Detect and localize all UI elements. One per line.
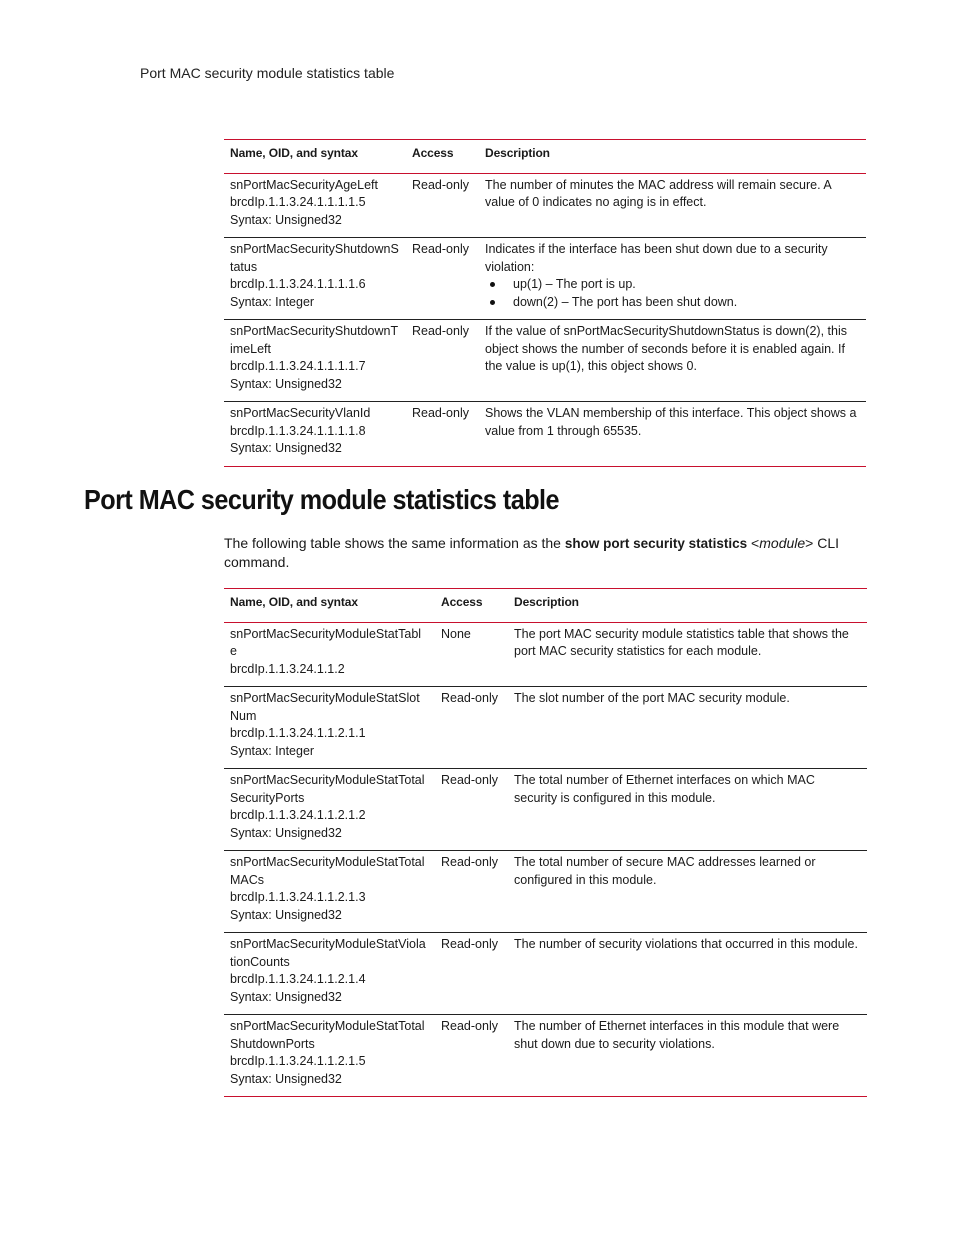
column-header-access: Access [435,589,508,623]
cell-description: The number of security violations that occurred in this module. [508,933,867,1015]
cell-access: Read-only [406,238,479,320]
object-name: snPortMacSecurityModuleStatTotal [230,855,425,869]
intro-text: The following table shows the same information as the [224,535,565,551]
object-oid: brcdIp.1.1.3.24.1.1.1.1.8 [230,423,366,438]
column-header-access: Access [406,140,479,174]
object-oid: brcdIp.1.1.3.24.1.1.2.1.5 [230,1054,366,1068]
object-name-continued: Num [230,708,257,723]
list-item: down(2) – The port has been shut down. [485,294,860,312]
cell-name-oid-syntax [224,1015,435,1097]
table-row [224,687,867,769]
object-name: snPortMacSecurityModuleStatTotal [230,773,425,787]
object-name-continued: tionCounts [230,954,290,969]
object-syntax: Syntax: Unsigned32 [230,441,342,455]
object-oid: brcdIp.1.1.3.24.1.1.1.1.5 [230,195,366,209]
table-header-row [224,140,866,174]
object-name: snPortMacSecurityShutdownT [230,324,399,338]
cell-name-oid-syntax [224,769,435,851]
arg-open: < [747,535,760,551]
object-name-continued: tatus [230,259,258,274]
column-header-description: Description [508,589,867,623]
cell-name-oid-syntax [224,933,435,1015]
table-header-row [224,589,867,623]
object-name-continued: imeLeft [230,341,271,356]
statistics-table-2 [224,588,867,1097]
object-name: snPortMacSecurityModuleStatTabl [230,626,422,641]
cell-access: Read-only [406,320,479,402]
object-syntax: Syntax: Unsigned32 [230,376,342,391]
object-name-continued: SecurityPorts [230,790,305,805]
object-syntax: Syntax: Unsigned32 [230,1071,342,1086]
cli-command: show port security statistics [564,536,748,551]
cell-name-oid-syntax [224,173,406,238]
object-oid: brcdIp.1.1.3.24.1.1.2.1.2 [230,808,366,822]
object-syntax: Syntax: Integer [230,294,315,309]
statistics-table-1 [224,139,866,467]
running-header: Port MAC security module statistics table [140,65,395,81]
cell-description: If the value of snPortMacSecurityShutdownStatus is down(2), this object shows the number of seconds before it is enabled again. If the value is up(1), this object shows 0. [479,320,866,402]
table-row [224,769,867,851]
intro-text-end: CLI command. [224,535,840,570]
object-oid: brcdIp.1.1.3.24.1.1.2 [230,661,345,676]
section-title: Port MAC security module statistics table [84,484,559,515]
cell-name-oid-syntax [224,687,435,769]
column-header-name: Name, OID, and syntax [224,140,406,174]
cell-description: The total number of Ethernet interfaces on which MAC security is configured in this module. [508,769,867,851]
cell-name-oid-syntax [224,402,406,467]
cell-description: The number of Ethernet interfaces in this module that were shut down due to security violations. [508,1015,867,1097]
description-text: Indicates if the interface has been shut down due to a security violation: [485,242,828,274]
table-row [224,1015,867,1097]
object-name: snPortMacSecurityModuleStatSlot [230,691,420,705]
cell-access: Read-only [406,402,479,467]
object-name: snPortMacSecurityAgeLeft [230,177,378,192]
cell-access: Read-only [435,1015,508,1097]
cell-access: Read-only [435,933,508,1015]
table-row [224,173,866,238]
column-header-description: Description [479,140,866,174]
table-row [224,402,866,467]
object-name-continued: ShutdownPorts [230,1036,315,1051]
value-list [485,276,860,311]
column-header-name: Name, OID, and syntax [224,589,435,623]
object-syntax: Syntax: Unsigned32 [230,212,342,227]
cell-name-oid-syntax [224,238,406,320]
table-row [224,622,867,687]
table-row [224,851,867,933]
table-row [224,933,867,1015]
object-oid: brcdIp.1.1.3.24.1.1.2.1.4 [230,972,366,986]
object-syntax: Syntax: Integer [230,743,315,758]
object-name: snPortMacSecurityVlanId [230,406,371,420]
cell-description: The port MAC security module statistics table that shows the port MAC security statistics for each module. [508,622,867,687]
object-oid: brcdIp.1.1.3.24.1.1.2.1.3 [230,890,366,904]
cell-name-oid-syntax [224,851,435,933]
cell-description: The slot number of the port MAC security module. [508,687,867,769]
cell-name-oid-syntax [224,320,406,402]
object-syntax: Syntax: Unsigned32 [230,989,342,1004]
table-row [224,238,866,320]
object-oid: brcdIp.1.1.3.24.1.1.1.1.7 [230,359,366,373]
object-oid: brcdIp.1.1.3.24.1.1.2.1.1 [230,726,366,740]
cell-access: None [435,622,508,687]
cell-description: The number of minutes the MAC address will remain secure. A value of 0 indicates no aging is in effect. [479,173,866,238]
cli-argument: module [759,535,806,551]
object-name-continued: e [230,644,237,658]
cell-description [479,238,866,320]
arg-close: > [805,535,814,551]
cell-access: Read-only [435,851,508,933]
object-name: snPortMacSecurityShutdownS [230,242,399,256]
list-item: up(1) – The port is up. [485,276,860,294]
object-name: snPortMacSecurityModuleStatTotal [230,1019,425,1033]
object-name-continued: MACs [230,872,265,887]
cell-access: Read-only [435,687,508,769]
object-oid: brcdIp.1.1.3.24.1.1.1.1.6 [230,277,366,291]
cell-access: Read-only [435,769,508,851]
object-syntax: Syntax: Unsigned32 [230,907,342,922]
cell-description: The total number of secure MAC addresses learned or configured in this module. [508,851,867,933]
object-syntax: Syntax: Unsigned32 [230,825,342,840]
cell-name-oid-syntax [224,622,435,687]
intro-paragraph [224,534,869,572]
cell-description: Shows the VLAN membership of this interface. This object shows a value from 1 through 65535. [479,402,866,467]
cell-access: Read-only [406,173,479,238]
table-row [224,320,866,402]
object-name: snPortMacSecurityModuleStatViola [230,937,426,951]
